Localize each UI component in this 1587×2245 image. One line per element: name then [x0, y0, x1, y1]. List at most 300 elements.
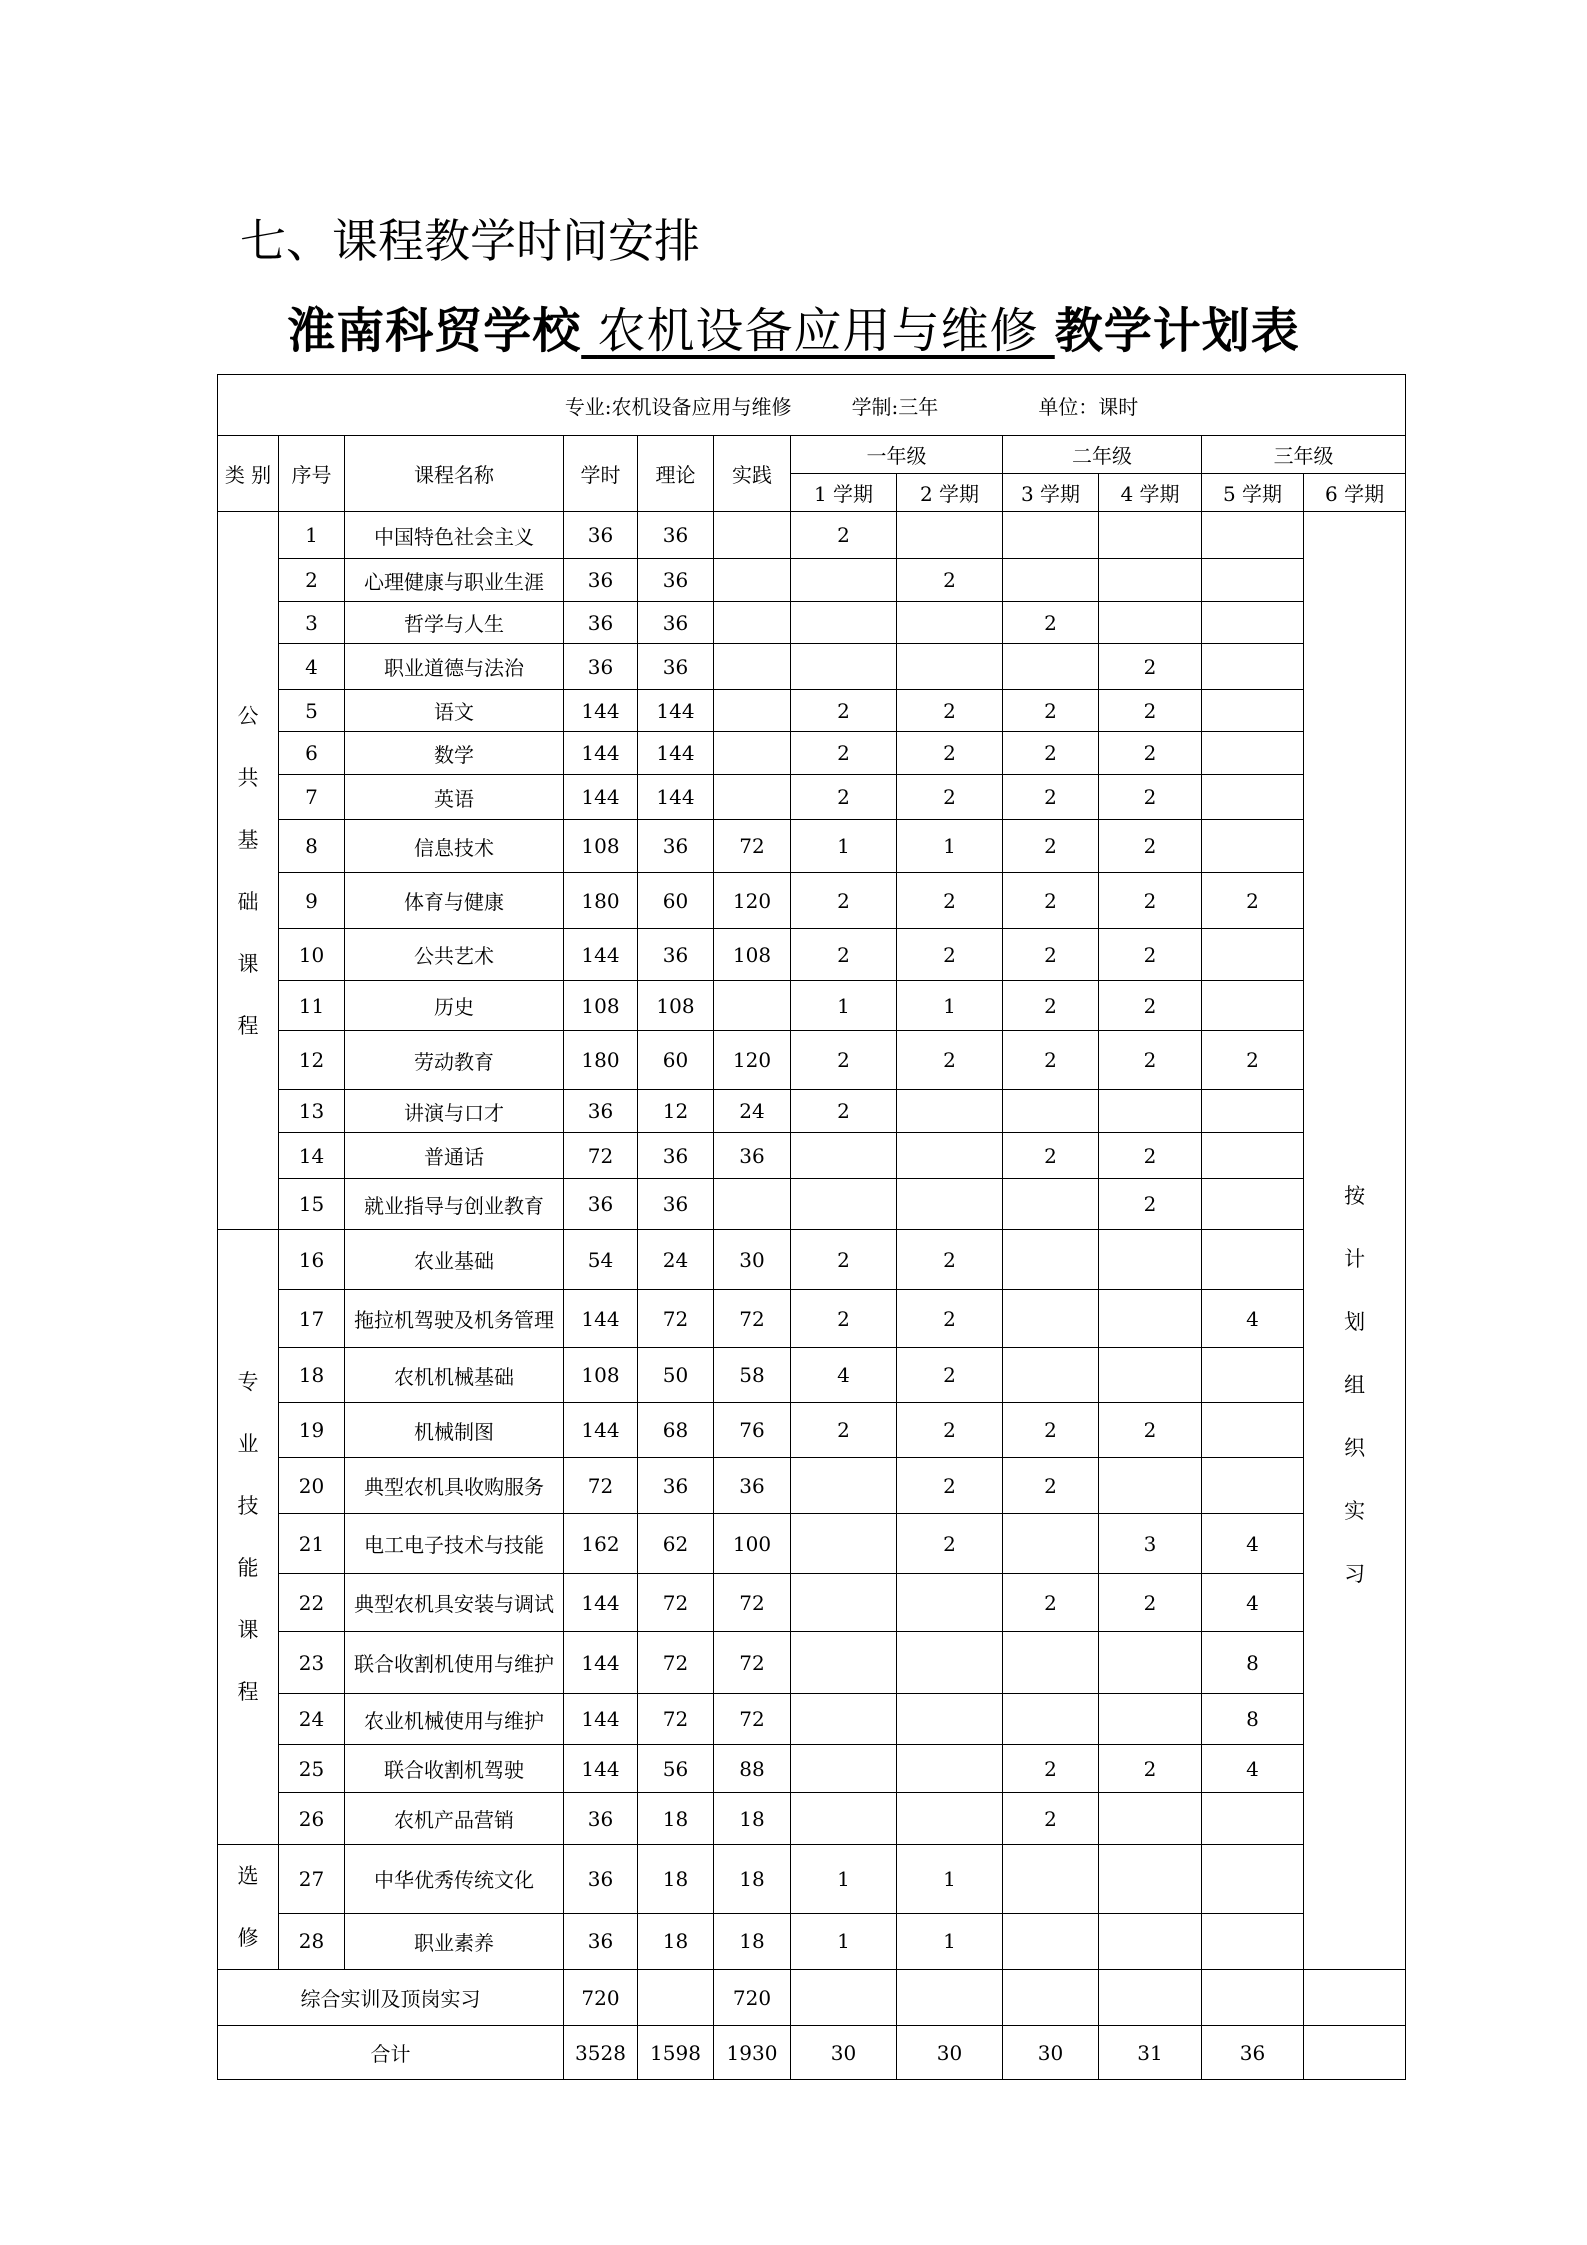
cell-t1: 2 [791, 1090, 897, 1133]
table-row [218, 1179, 1406, 1230]
training-row [218, 1970, 1406, 2026]
cell-t2 [897, 1574, 1003, 1632]
table-row [218, 873, 1406, 929]
header-grade1: 一年级 [791, 436, 1003, 474]
cell-t1 [791, 1793, 897, 1845]
cell-practice: 36 [714, 1133, 791, 1179]
training-hours: 720 [564, 1970, 638, 2026]
teaching-plan-table [217, 374, 1406, 2080]
cell-theory: 50 [638, 1348, 714, 1403]
section-heading: 七、课程教学时间安排 [240, 214, 700, 268]
cell-t1: 2 [791, 929, 897, 981]
term6-note: 按 计 划 组 织 实 习 [1304, 512, 1406, 1970]
cell-no: 21 [279, 1514, 345, 1574]
total-hours: 3528 [564, 2026, 638, 2080]
cell-practice: 72 [714, 1290, 791, 1348]
cell-t3: 2 [1003, 775, 1099, 820]
cell-hours: 72 [564, 1458, 638, 1514]
cell-practice: 30 [714, 1230, 791, 1290]
cell-theory: 24 [638, 1230, 714, 1290]
header-term-3: 3 学期 [1003, 474, 1099, 512]
cell-t2 [897, 1632, 1003, 1694]
header-grade3: 三年级 [1202, 436, 1406, 474]
cell-t3: 2 [1003, 1031, 1099, 1090]
cell-practice [714, 644, 791, 690]
cell-name: 数学 [345, 732, 564, 775]
cell-t2: 2 [897, 1458, 1003, 1514]
table-row [218, 512, 1406, 559]
cell-t1 [791, 1745, 897, 1793]
cell-practice: 100 [714, 1514, 791, 1574]
cell-hours: 108 [564, 981, 638, 1031]
cell-t4 [1099, 1845, 1202, 1914]
cell-t4: 2 [1099, 775, 1202, 820]
cell-theory: 18 [638, 1793, 714, 1845]
cell-theory: 36 [638, 602, 714, 644]
cell-t4: 2 [1099, 873, 1202, 929]
cell-name: 农机机械基础 [345, 1348, 564, 1403]
cell-theory: 18 [638, 1845, 714, 1914]
cell-no: 26 [279, 1793, 345, 1845]
cell-t3 [1003, 559, 1099, 602]
table-row [218, 1031, 1406, 1090]
major-name: 农机设备应用与维修 [597, 303, 1039, 359]
cell-t5 [1202, 1458, 1304, 1514]
cell-no: 19 [279, 1403, 345, 1458]
cell-t5 [1202, 1133, 1304, 1179]
table-row [218, 1793, 1406, 1845]
cell-name: 职业道德与法治 [345, 644, 564, 690]
cell-no: 15 [279, 1179, 345, 1230]
training-t4 [1099, 1970, 1202, 2026]
cell-t4: 2 [1099, 1133, 1202, 1179]
cell-no: 11 [279, 981, 345, 1031]
cell-practice [714, 1179, 791, 1230]
cell-hours: 72 [564, 1133, 638, 1179]
table-row [218, 1403, 1406, 1458]
cell-t1: 2 [791, 775, 897, 820]
cell-t5 [1202, 1348, 1304, 1403]
cell-practice: 72 [714, 820, 791, 873]
cell-t1 [791, 559, 897, 602]
cell-t4: 2 [1099, 1031, 1202, 1090]
cell-hours: 36 [564, 1793, 638, 1845]
cell-theory: 72 [638, 1694, 714, 1745]
cell-practice: 88 [714, 1745, 791, 1793]
cell-theory: 36 [638, 820, 714, 873]
cell-t1: 1 [791, 1845, 897, 1914]
table-row [218, 1845, 1406, 1914]
training-t1 [791, 1970, 897, 2026]
cell-theory: 60 [638, 1031, 714, 1090]
cell-t1: 1 [791, 820, 897, 873]
cell-practice: 18 [714, 1845, 791, 1914]
cell-t2: 2 [897, 775, 1003, 820]
cell-theory: 36 [638, 1179, 714, 1230]
cell-t2: 2 [897, 1514, 1003, 1574]
header-term-1: 1 学期 [791, 474, 897, 512]
table-row [218, 820, 1406, 873]
cell-hours: 144 [564, 1632, 638, 1694]
cell-name: 英语 [345, 775, 564, 820]
cell-no: 2 [279, 559, 345, 602]
table-row [218, 732, 1406, 775]
cell-no: 13 [279, 1090, 345, 1133]
cell-practice: 72 [714, 1574, 791, 1632]
cell-t2: 1 [897, 1845, 1003, 1914]
cell-theory: 36 [638, 1458, 714, 1514]
cell-no: 25 [279, 1745, 345, 1793]
table-row [218, 1230, 1406, 1290]
table-row [218, 1458, 1406, 1514]
cell-t5 [1202, 775, 1304, 820]
cell-no: 20 [279, 1458, 345, 1514]
cell-practice: 120 [714, 873, 791, 929]
cell-no: 12 [279, 1031, 345, 1090]
table-row [218, 644, 1406, 690]
cell-theory: 72 [638, 1632, 714, 1694]
cell-t1: 2 [791, 1031, 897, 1090]
total-theory: 1598 [638, 2026, 714, 2080]
cell-name: 就业指导与创业教育 [345, 1179, 564, 1230]
cell-name: 信息技术 [345, 820, 564, 873]
cell-theory: 36 [638, 644, 714, 690]
cell-theory: 60 [638, 873, 714, 929]
cell-name: 职业素养 [345, 1913, 564, 1969]
cell-t4 [1099, 1913, 1202, 1969]
cell-t3: 2 [1003, 1133, 1099, 1179]
cell-t4: 2 [1099, 644, 1202, 690]
cell-t4: 2 [1099, 929, 1202, 981]
cell-no: 6 [279, 732, 345, 775]
cell-t2: 2 [897, 1348, 1003, 1403]
cell-t2: 2 [897, 1031, 1003, 1090]
cell-t5 [1202, 644, 1304, 690]
cell-t2 [897, 1793, 1003, 1845]
cell-hours: 144 [564, 732, 638, 775]
cell-theory: 56 [638, 1745, 714, 1793]
cell-hours: 144 [564, 1745, 638, 1793]
cell-theory: 36 [638, 559, 714, 602]
cell-t1: 4 [791, 1348, 897, 1403]
cell-name: 典型农机具收购服务 [345, 1458, 564, 1514]
cell-theory: 36 [638, 929, 714, 981]
cell-hours: 162 [564, 1514, 638, 1574]
cell-theory: 18 [638, 1913, 714, 1969]
table-row [218, 929, 1406, 981]
table-row [218, 1632, 1406, 1694]
header-grade2: 二年级 [1003, 436, 1202, 474]
cell-t3: 2 [1003, 1574, 1099, 1632]
cell-t2 [897, 512, 1003, 559]
cell-name: 历史 [345, 981, 564, 1031]
cell-t1 [791, 1458, 897, 1514]
cell-hours: 108 [564, 820, 638, 873]
cell-t1: 2 [791, 512, 897, 559]
cell-name: 机械制图 [345, 1403, 564, 1458]
cell-t3: 2 [1003, 1793, 1099, 1845]
cell-hours: 144 [564, 775, 638, 820]
cell-practice: 18 [714, 1793, 791, 1845]
cell-no: 8 [279, 820, 345, 873]
cell-t3 [1003, 1179, 1099, 1230]
cell-practice [714, 602, 791, 644]
cell-name: 农业机械使用与维护 [345, 1694, 564, 1745]
info-duration: 学制:三年 [851, 394, 939, 419]
cell-practice: 18 [714, 1913, 791, 1969]
cell-t2 [897, 644, 1003, 690]
cell-t1: 2 [791, 690, 897, 732]
training-t6 [1304, 1970, 1406, 2026]
cell-t2 [897, 1694, 1003, 1745]
cell-name: 劳动教育 [345, 1031, 564, 1090]
cell-t5: 4 [1202, 1574, 1304, 1632]
training-practice: 720 [714, 1970, 791, 2026]
cell-t1 [791, 1694, 897, 1745]
training-t2 [897, 1970, 1003, 2026]
cell-t3 [1003, 1348, 1099, 1403]
cell-t1 [791, 1632, 897, 1694]
cell-no: 28 [279, 1913, 345, 1969]
total-t3: 30 [1003, 2026, 1099, 2080]
cell-t1: 2 [791, 732, 897, 775]
total-t6 [1304, 2026, 1406, 2080]
training-t3 [1003, 1970, 1099, 2026]
cell-t2: 2 [897, 1403, 1003, 1458]
cell-name: 农机产品营销 [345, 1793, 564, 1845]
cell-t5: 4 [1202, 1290, 1304, 1348]
cell-name: 语文 [345, 690, 564, 732]
cell-t3 [1003, 1230, 1099, 1290]
cell-t3 [1003, 1514, 1099, 1574]
cell-t2: 2 [897, 690, 1003, 732]
cell-hours: 36 [564, 1090, 638, 1133]
cell-t3: 2 [1003, 873, 1099, 929]
cell-no: 1 [279, 512, 345, 559]
cell-t4 [1099, 1290, 1202, 1348]
cell-hours: 144 [564, 1694, 638, 1745]
title-suffix: 教学计划表 [1054, 303, 1300, 359]
cell-practice [714, 690, 791, 732]
cell-t3: 2 [1003, 1403, 1099, 1458]
cell-t1 [791, 644, 897, 690]
cell-t2: 2 [897, 873, 1003, 929]
total-label: 合计 [218, 2026, 564, 2080]
cell-no: 5 [279, 690, 345, 732]
cell-name: 联合收割机使用与维护 [345, 1632, 564, 1694]
table-row [218, 1348, 1406, 1403]
cell-t2 [897, 1090, 1003, 1133]
training-t5 [1202, 1970, 1304, 2026]
header-theory: 理论 [638, 436, 714, 512]
cell-t4 [1099, 1090, 1202, 1133]
cell-t4: 2 [1099, 1403, 1202, 1458]
cell-t5 [1202, 1230, 1304, 1290]
cell-hours: 108 [564, 1348, 638, 1403]
table-row [218, 559, 1406, 602]
header-course: 课程名称 [345, 436, 564, 512]
cell-no: 24 [279, 1694, 345, 1745]
cell-hours: 180 [564, 1031, 638, 1090]
total-practice: 1930 [714, 2026, 791, 2080]
cell-t4: 2 [1099, 1745, 1202, 1793]
cell-t4: 2 [1099, 732, 1202, 775]
cell-t2 [897, 1179, 1003, 1230]
cell-no: 10 [279, 929, 345, 981]
table-row [218, 1694, 1406, 1745]
category-elective: 选 修 [218, 1845, 279, 1970]
cell-t2: 1 [897, 820, 1003, 873]
cell-no: 14 [279, 1133, 345, 1179]
cell-no: 17 [279, 1290, 345, 1348]
cell-t3: 2 [1003, 602, 1099, 644]
cell-hours: 144 [564, 1290, 638, 1348]
cell-t3: 2 [1003, 1745, 1099, 1793]
header-term-5: 5 学期 [1202, 474, 1304, 512]
cell-practice: 36 [714, 1458, 791, 1514]
table-row [218, 1514, 1406, 1574]
cell-hours: 144 [564, 929, 638, 981]
cell-t1: 1 [791, 981, 897, 1031]
cell-hours: 180 [564, 873, 638, 929]
cell-no: 27 [279, 1845, 345, 1914]
cell-name: 中国特色社会主义 [345, 512, 564, 559]
cell-name: 体育与健康 [345, 873, 564, 929]
cell-t5 [1202, 512, 1304, 559]
total-t2: 30 [897, 2026, 1003, 2080]
cell-t3: 2 [1003, 732, 1099, 775]
cell-name: 电工电子技术与技能 [345, 1514, 564, 1574]
cell-no: 23 [279, 1632, 345, 1694]
cell-t4: 2 [1099, 1179, 1202, 1230]
cell-theory: 12 [638, 1090, 714, 1133]
cell-t5: 8 [1202, 1694, 1304, 1745]
total-t5: 36 [1202, 2026, 1304, 2080]
cell-t2: 2 [897, 1230, 1003, 1290]
table-row [218, 690, 1406, 732]
cell-t2: 2 [897, 1290, 1003, 1348]
cell-t3: 2 [1003, 929, 1099, 981]
cell-t4 [1099, 512, 1202, 559]
cell-practice [714, 512, 791, 559]
cell-name: 拖拉机驾驶及机务管理 [345, 1290, 564, 1348]
cell-t3: 2 [1003, 820, 1099, 873]
table-row [218, 1090, 1406, 1133]
cell-t5 [1202, 1179, 1304, 1230]
cell-t1 [791, 1514, 897, 1574]
cell-theory: 144 [638, 732, 714, 775]
header-category: 类 别 [218, 436, 279, 512]
header-hours: 学时 [564, 436, 638, 512]
cell-name: 中华优秀传统文化 [345, 1845, 564, 1914]
cell-t5 [1202, 981, 1304, 1031]
cell-theory: 108 [638, 981, 714, 1031]
cell-hours: 36 [564, 512, 638, 559]
table-row [218, 1913, 1406, 1969]
cell-hours: 36 [564, 1179, 638, 1230]
cell-t4 [1099, 559, 1202, 602]
cell-t3 [1003, 1090, 1099, 1133]
header-term-6: 6 学期 [1304, 474, 1406, 512]
cell-t5 [1202, 559, 1304, 602]
cell-t2: 2 [897, 732, 1003, 775]
cell-t4 [1099, 1230, 1202, 1290]
cell-t4: 3 [1099, 1514, 1202, 1574]
info-row [218, 375, 1406, 436]
cell-t3 [1003, 1694, 1099, 1745]
cell-t2: 1 [897, 1913, 1003, 1969]
training-theory [638, 1970, 714, 2026]
cell-t5: 2 [1202, 873, 1304, 929]
total-row [218, 2026, 1406, 2080]
cell-name: 心理健康与职业生涯 [345, 559, 564, 602]
cell-t3: 2 [1003, 1458, 1099, 1514]
cell-t5 [1202, 602, 1304, 644]
header-row-1 [218, 436, 1406, 474]
cell-name: 农业基础 [345, 1230, 564, 1290]
cell-t4: 2 [1099, 690, 1202, 732]
cell-t1: 2 [791, 1403, 897, 1458]
cell-t1 [791, 1574, 897, 1632]
cell-t4: 2 [1099, 981, 1202, 1031]
cell-t4 [1099, 1632, 1202, 1694]
cell-name: 普通话 [345, 1133, 564, 1179]
cell-t3 [1003, 1632, 1099, 1694]
cell-no: 22 [279, 1574, 345, 1632]
cell-t3 [1003, 644, 1099, 690]
cell-t1: 2 [791, 873, 897, 929]
cell-t5 [1202, 820, 1304, 873]
header-no: 序号 [279, 436, 345, 512]
cell-practice: 58 [714, 1348, 791, 1403]
cell-theory: 72 [638, 1290, 714, 1348]
cell-practice: 76 [714, 1403, 791, 1458]
cell-t5 [1202, 1845, 1304, 1914]
cell-t1 [791, 1133, 897, 1179]
header-practice: 实践 [714, 436, 791, 512]
cell-practice: 120 [714, 1031, 791, 1090]
cell-t2 [897, 1133, 1003, 1179]
cell-t2 [897, 602, 1003, 644]
cell-theory: 68 [638, 1403, 714, 1458]
cell-hours: 36 [564, 1845, 638, 1914]
cell-no: 3 [279, 602, 345, 644]
table-row [218, 1290, 1406, 1348]
cell-t5 [1202, 690, 1304, 732]
cell-hours: 144 [564, 1403, 638, 1458]
cell-t3 [1003, 512, 1099, 559]
cell-t1: 1 [791, 1913, 897, 1969]
cell-t2 [897, 1745, 1003, 1793]
cell-t4 [1099, 1694, 1202, 1745]
cell-no: 16 [279, 1230, 345, 1290]
cell-no: 4 [279, 644, 345, 690]
cell-t5: 4 [1202, 1514, 1304, 1574]
cell-theory: 62 [638, 1514, 714, 1574]
cell-hours: 144 [564, 690, 638, 732]
header-term-4: 4 学期 [1099, 474, 1202, 512]
cell-t3 [1003, 1290, 1099, 1348]
cell-t4 [1099, 1458, 1202, 1514]
cell-t2: 2 [897, 559, 1003, 602]
table-row [218, 775, 1406, 820]
cell-hours: 144 [564, 1574, 638, 1632]
cell-practice [714, 981, 791, 1031]
info-cell [218, 375, 1406, 436]
cell-hours: 36 [564, 602, 638, 644]
cell-hours: 36 [564, 1913, 638, 1969]
cell-name: 讲演与口才 [345, 1090, 564, 1133]
